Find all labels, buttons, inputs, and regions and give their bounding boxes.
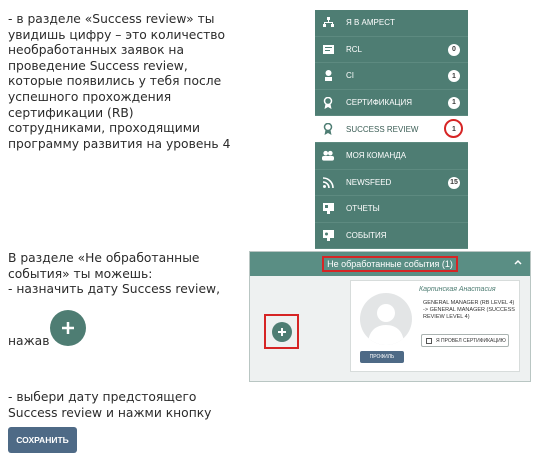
menu-item-about[interactable] <box>315 10 468 37</box>
instruction-text-success-review: - в разделе «Success review» ты увидишь цифру – это количество необработанных заявок на проведение Success review, которые появились у тебя после успешного прохождения сертификации (RB) сотрудниками, проходящими программу развития на уровень 4 <box>8 12 231 151</box>
menu-item-my-team[interactable] <box>315 143 468 170</box>
menu-item-label: СОБЫТИЯ <box>346 231 387 241</box>
menu-item-events[interactable] <box>315 223 468 250</box>
menu-item-ci[interactable] <box>315 63 468 90</box>
avatar <box>360 293 412 345</box>
menu-item-label: CI <box>346 71 354 81</box>
menu-item-certification[interactable] <box>315 90 468 117</box>
events-icon <box>322 230 334 242</box>
instruction-text-pending-events: В разделе «Не обработанные события» ты можешь: - назначить дату Success review, <box>8 251 220 297</box>
certification-checkbox[interactable] <box>421 334 509 347</box>
highlight-box <box>264 314 299 349</box>
count-badge: 1 <box>448 97 460 109</box>
save-button[interactable] <box>8 427 77 453</box>
menu-item-label: RCL <box>346 44 363 54</box>
count-badge: 15 <box>448 177 460 189</box>
certification-label: Я ПРОВЕЛ СЕРТИФИКАЦИЮ <box>436 337 506 344</box>
menu-item-success-review[interactable] <box>315 116 468 143</box>
plus-button[interactable] <box>50 310 86 346</box>
count-badge: 0 <box>448 44 460 56</box>
menu-item-rcl[interactable] <box>315 37 468 64</box>
menu-item-reports[interactable] <box>315 196 468 223</box>
profile-button-label: ПРОФИЛЬ <box>369 354 395 360</box>
rss-icon <box>322 176 334 188</box>
count-badge: 1 <box>452 125 456 133</box>
trophy-icon <box>322 70 334 82</box>
employee-position: GENERAL MANAGER (RB LEVEL 4) -> GENERAL MANAGER (SUCCESS REVIEW LEVEL 4) <box>423 300 515 320</box>
checkbox-icon <box>426 338 432 344</box>
menu-item-label: СЕРТИФИКАЦИЯ <box>346 98 412 108</box>
report-icon <box>322 203 334 215</box>
menu-item-label: Я В AMPECT <box>346 18 395 28</box>
highlight-circle <box>444 119 463 138</box>
instruction-text-select-date: - выбери дату предстоящего Success review и нажми кнопку <box>8 390 212 420</box>
menu-item-label: NEWSFEED <box>346 177 392 187</box>
count-badge: 1 <box>448 70 460 82</box>
plus-icon <box>60 320 76 336</box>
award-icon <box>322 97 334 109</box>
sidebar-menu <box>315 10 468 249</box>
employee-name: Карпинская Анастасия <box>419 286 496 293</box>
menu-item-label: ОТЧЕТЫ <box>346 204 380 214</box>
team-icon <box>322 150 334 162</box>
org-chart-icon <box>322 17 334 29</box>
panel-title: Не обработанные события (1) <box>322 256 458 272</box>
chevron-up-icon[interactable] <box>514 258 522 268</box>
award-icon <box>322 123 334 135</box>
employee-card <box>350 280 520 372</box>
menu-item-newsfeed[interactable] <box>315 170 468 197</box>
menu-item-label: МОЯ КОМАНДА <box>346 151 407 161</box>
instruction-text-press: нажав <box>8 334 50 348</box>
save-button-label: СОХРАНИТЬ <box>16 435 69 445</box>
menu-item-label: SUCCESS REVIEW <box>346 124 419 134</box>
profile-button[interactable] <box>360 351 404 363</box>
id-card-icon <box>322 43 334 55</box>
panel-header[interactable] <box>250 252 530 276</box>
